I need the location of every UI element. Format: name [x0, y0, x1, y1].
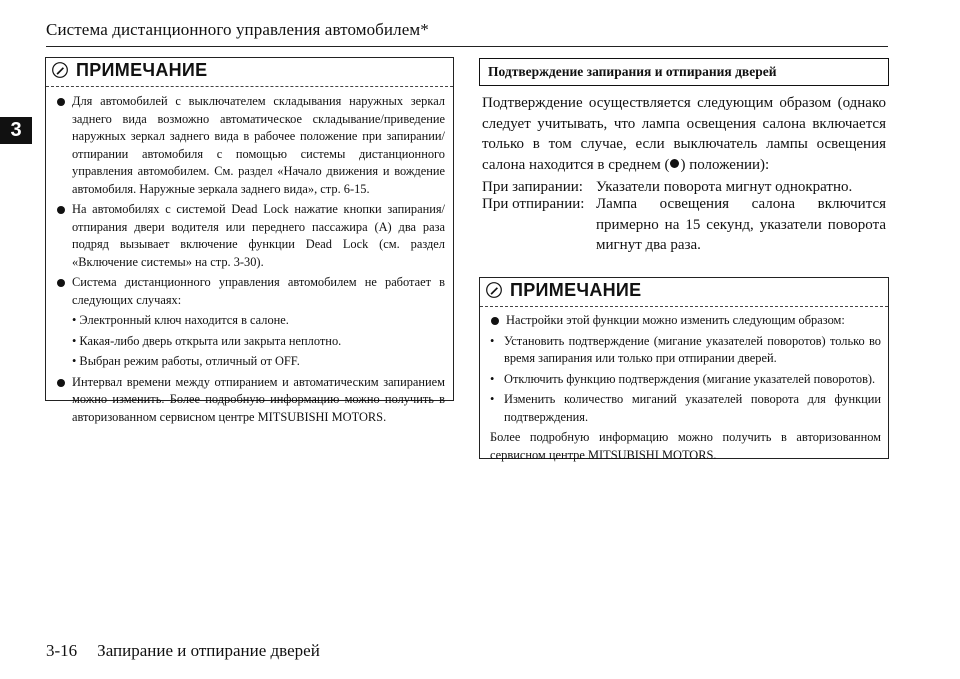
- note-body: [490, 312, 881, 464]
- page-footer: [46, 641, 320, 661]
- confirmation-paragraph: [482, 93, 886, 175]
- note-title: ПРИМЕЧАНИЕ: [76, 60, 208, 80]
- chapter-tab: 3: [0, 117, 32, 144]
- note-subitem: [490, 333, 881, 368]
- locking-text: Указатели поворота мигнут однократно.: [596, 179, 853, 195]
- unlocking-label: При отпирании:: [482, 196, 585, 212]
- pencil-icon: [52, 62, 68, 78]
- note-divider: [46, 86, 453, 87]
- paragraph-text-start: Подтверждение осуществляется следующим образом (однако следует учитывать, что лампа освещения салона включается только в том случае, если выключатель лампы освещения салона находится в среднем (: [482, 95, 886, 173]
- header-rule: [46, 46, 888, 47]
- note-subitem: [490, 391, 881, 426]
- unlocking-row: [482, 194, 886, 258]
- subitem-text: Установить подтверждение (мигание указателей поворотов) только во время запирания или только при отпирании дверей.: [504, 333, 881, 365]
- note-header: [46, 58, 453, 82]
- locking-label: При запирании:: [482, 179, 583, 195]
- note-footer-text: Более подробную информацию можно получить в авторизованном сервисном центре MITSUBISHI MOTORS.: [490, 430, 881, 462]
- paragraph-text-end: ) положении):: [680, 156, 770, 173]
- bullet-icon: •: [490, 371, 495, 386]
- subitem-text: Изменить количество миганий указателей поворота для функции подтверждения.: [504, 392, 881, 424]
- note-bullet: [56, 93, 445, 198]
- note-subitem: • Электронный ключ находится в салоне.: [72, 313, 289, 327]
- section-heading: Подтверждение запирания и отпирания дверей: [479, 58, 889, 86]
- note-title: ПРИМЕЧАНИЕ: [510, 280, 642, 300]
- bullet-icon: •: [490, 392, 495, 406]
- note-divider: [480, 306, 888, 307]
- note-bullet: [56, 274, 445, 309]
- pencil-icon: [486, 282, 502, 298]
- bullet-icon: •: [490, 333, 495, 348]
- note-body: [56, 93, 445, 429]
- page-number: 3-16: [46, 641, 78, 660]
- bullet-text: Система дистанционного управления автомобилем не работает в следующих случаях:: [72, 275, 445, 307]
- bullet-text: Настройки этой функции можно изменить следующим образом:: [506, 313, 845, 327]
- note-subitem: • Какая-либо дверь открыта или закрыта неплотно.: [72, 333, 342, 348]
- unlocking-text: Лампа освещения салона включится примерно на 15 секунд, указатели поворота мигнут два раза.: [596, 196, 886, 253]
- subitem-text: Отключить функцию подтверждения (мигание указателей поворотов).: [504, 371, 876, 386]
- note-subitem: • Выбран режим работы, отличный от OFF.: [72, 354, 300, 368]
- bullet-text: Интервал времени между отпиранием и автоматическим запиранием можно изменить. Более подробную информацию можно получить в авторизованном сервисном центре MITSUBISHI MOTORS.: [72, 374, 445, 424]
- bullet-text: На автомобилях с системой Dead Lock нажатие кнопки запирания/отпирания двери водителя или переднего пассажира (A) два раза подряд вызывает включение функции Dead Lock (см. раздел «Включение системы» на стр. 3-30).: [72, 202, 445, 269]
- bullet-dot-icon: [57, 379, 65, 387]
- note-subitem: [490, 371, 881, 389]
- bullet-dot-icon: [57, 98, 65, 106]
- note-box-right: [479, 277, 889, 462]
- bullet-text: Для автомобилей с выключателем складывания наружных зеркал заднего вида возможно автоматическое складывание/приведение наружных зеркал заднего вида в рабочее положение при запирании/отпирании автомобиля с помощью системы дистанционного управления автомобилем. См. раздел «Начало движения и вождение автомобиля. Наружные зеркала заднего вида», стр. 6-15.: [72, 94, 445, 196]
- bullet-dot-icon: [491, 317, 499, 325]
- page-header-title: Система дистанционного управления автомобилем*: [46, 20, 429, 39]
- bullet-dot-icon: [57, 279, 65, 287]
- bullet-dot-icon: [57, 206, 65, 214]
- filled-circle-icon: [670, 159, 679, 168]
- note-bullet: [490, 312, 881, 330]
- note-header: [480, 278, 888, 302]
- note-bullet: [56, 201, 445, 271]
- note-bullet: [56, 374, 445, 427]
- note-box-left: [45, 57, 454, 424]
- footer-title: Запирание и отпирание дверей: [97, 641, 320, 660]
